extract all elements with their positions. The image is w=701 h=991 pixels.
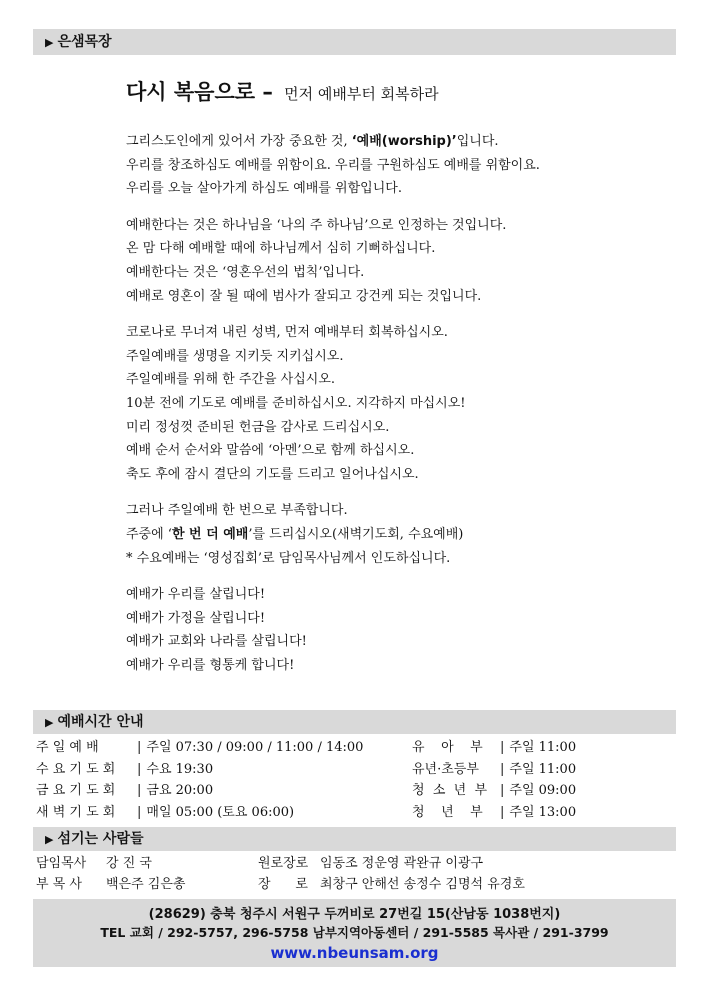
section-header-eunsam: [33, 29, 676, 55]
schedule-time: 주일 11:00: [509, 761, 577, 777]
schedule-label: 주 일 예 배: [36, 740, 99, 755]
text-line: [126, 499, 666, 523]
section-header-schedule: [33, 710, 676, 734]
text-line: [126, 154, 666, 178]
line-text: * 수요예배는 ‘영성집회’로 담임목사님께서 인도하십니다.: [126, 550, 451, 566]
website-link[interactable]: www.nbeunsam.org: [270, 944, 439, 962]
text-line: [126, 237, 666, 261]
section-label: 섬기는 사람들: [57, 831, 144, 847]
text-line: [126, 130, 666, 154]
section-label: 예배시간 안내: [57, 714, 144, 730]
text-line: [126, 214, 666, 238]
text-line: [126, 285, 666, 309]
text-line: [126, 177, 666, 201]
server-role: 장 로: [258, 877, 308, 892]
separator: |: [137, 804, 142, 820]
triangle-right-icon: ▶: [45, 36, 54, 49]
line-text: 미리 정성껏 준비된 헌금을 감사로 드리십시오.: [126, 419, 390, 435]
schedule-time: 매일 05:00 (토요 06:00): [146, 804, 295, 820]
separator: |: [500, 804, 505, 820]
text-line: [126, 345, 666, 369]
section-header-servers: [33, 827, 676, 851]
line-text: 예배가 우리를 형통케 합니다!: [126, 657, 295, 673]
line-text: 예배가 가정을 살립니다!: [126, 610, 266, 626]
line-text: 주일예배를 생명을 지키듯 지키십시오.: [126, 348, 344, 364]
line-text-end: ’를 드리십시오(새벽기도회, 수요예배): [248, 526, 464, 542]
server-row: [258, 853, 525, 874]
line-text: 우리를 오늘 살아가게 하심도 예배를 위함입니다.: [126, 181, 402, 197]
text-line: [126, 261, 666, 285]
server-role: 원로장로: [258, 856, 309, 871]
line-text: 10분 전에 기도로 예배를 준비하십시오. 지각하지 마십시오!: [126, 395, 466, 411]
schedule-row: [412, 759, 576, 781]
footer-phones: TEL 교회 / 292-5757, 296-5758 남부지역아동센터 / 291-5585 목사관 / 291-3799: [100, 925, 609, 940]
text-line: [126, 416, 666, 440]
text-line: [126, 463, 666, 487]
separator: |: [500, 783, 505, 798]
schedule-row: [36, 802, 363, 824]
paragraph: [126, 583, 666, 677]
server-row: [36, 853, 185, 874]
server-row: [36, 874, 185, 895]
section-label: 은샘목장: [57, 34, 112, 50]
text-line: [126, 439, 666, 463]
line-text: 예배로 영혼이 잘 될 때에 범사가 잘되고 강건케 되는 것입니다.: [126, 288, 482, 304]
line-text: 예배가 교회와 나라를 살립니다!: [126, 634, 307, 650]
text-line: [126, 607, 666, 631]
separator: |: [137, 761, 142, 777]
schedule-label: 유년·초등부: [412, 761, 479, 777]
separator: |: [500, 740, 505, 755]
line-text: 코로나로 무너져 내린 성벽, 먼저 예배부터 회복하십시오.: [126, 325, 448, 341]
server-names: 최창구 안해선 송정수 김명석 유경호: [320, 877, 525, 892]
text-line: [126, 630, 666, 654]
line-text: 예배 순서 순서와 말씀에 ‘아멘’으로 함께 하십시오.: [126, 443, 415, 459]
title-sub: 먼저 예배부터 회복하라: [284, 85, 439, 103]
paragraph: [126, 214, 666, 308]
text-line: [126, 583, 666, 607]
text-line: [126, 654, 666, 678]
schedule-left-column: [36, 737, 363, 823]
line-text: 축도 후에 잠시 결단의 기도를 드리고 일어나십시오.: [126, 466, 419, 482]
line-text-end: 입니다.: [456, 134, 499, 149]
server-names: 임동조 정운영 곽완규 이광구: [320, 856, 484, 871]
title-main: 다시 복음으로: [126, 80, 256, 104]
schedule-label: 새 벽 기 도 회: [36, 804, 116, 820]
schedule-row: [412, 802, 576, 824]
text-line: [126, 547, 666, 571]
footer-contact: [33, 899, 676, 967]
text-line: [126, 392, 666, 416]
server-names: 강 진 국: [106, 856, 152, 871]
server-role: 부 목 사: [36, 877, 82, 892]
paragraph: [126, 499, 666, 570]
emphasis-text: ‘예배(worship)’: [351, 134, 457, 149]
line-text: 우리를 창조하심도 예배를 위함이요. 우리를 구원하심도 예배를 위함이요.: [126, 157, 540, 173]
server-names: 백은주 김은총: [106, 877, 186, 892]
text-line: [126, 368, 666, 392]
schedule-label: 수 요 기 도 회: [36, 761, 116, 777]
text-line: [126, 523, 666, 547]
servers-left-column: [36, 853, 185, 895]
servers-right-column: [258, 853, 525, 895]
line-text: 온 맘 다해 예배할 때에 하나님께서 심히 기뻐하십니다.: [126, 241, 436, 257]
schedule-row: [412, 780, 576, 802]
schedule-row: [412, 737, 576, 759]
line-text: 예배한다는 것은 ‘영혼우선의 법칙’입니다.: [126, 264, 365, 280]
schedule-time: 주일 11:00: [509, 740, 577, 755]
separator: |: [500, 761, 505, 777]
schedule-right-column: [412, 737, 576, 823]
paragraph: [126, 130, 666, 201]
server-row: [258, 874, 525, 895]
text-line: [126, 321, 666, 345]
separator: |: [137, 783, 142, 798]
footer-address: (28629) 충북 청주시 서원구 두꺼비로 27번길 15(산남동 1038번지): [148, 907, 561, 922]
article-title: [126, 76, 439, 106]
line-text: 예배가 우리를 살립니다!: [126, 587, 266, 603]
schedule-label: 금 요 기 도 회: [36, 783, 116, 798]
triangle-right-icon: ▶: [45, 716, 54, 729]
schedule-row: [36, 759, 363, 781]
schedule-time: 주일 09:00: [509, 783, 577, 798]
line-text: 그리스도인에게 있어서 가장 중요한 것,: [126, 134, 352, 149]
schedule-time: 수요 19:30: [146, 761, 214, 777]
triangle-right-icon: ▶: [45, 833, 54, 846]
schedule-row: [36, 780, 363, 802]
server-role: 담임목사: [36, 856, 87, 871]
line-text: 예배한다는 것은 하나님을 ‘나의 주 하나님’으로 인정하는 것입니다.: [126, 217, 507, 233]
line-text: 그러나 주일예배 한 번으로 부족합니다.: [126, 503, 348, 519]
schedule-label: 청 소 년 부: [412, 783, 488, 798]
emphasis-text: 한 번 더 예배: [171, 526, 249, 542]
title-dash: –: [255, 80, 281, 104]
schedule-time: 주일 13:00: [509, 804, 577, 820]
schedule-time: 주일 07:30 / 09:00 / 11:00 / 14:00: [146, 740, 364, 755]
paragraph: [126, 321, 666, 486]
schedule-time: 금요 20:00: [146, 783, 214, 798]
article-body: [126, 130, 666, 690]
schedule-label: 청 년 부: [412, 804, 483, 820]
line-text: 주중에 ‘: [126, 526, 172, 542]
separator: |: [137, 740, 142, 755]
schedule-row: [36, 737, 363, 759]
line-text: 주일예배를 위해 한 주간을 사십시오.: [126, 372, 336, 388]
schedule-label: 유 아 부: [412, 740, 483, 755]
